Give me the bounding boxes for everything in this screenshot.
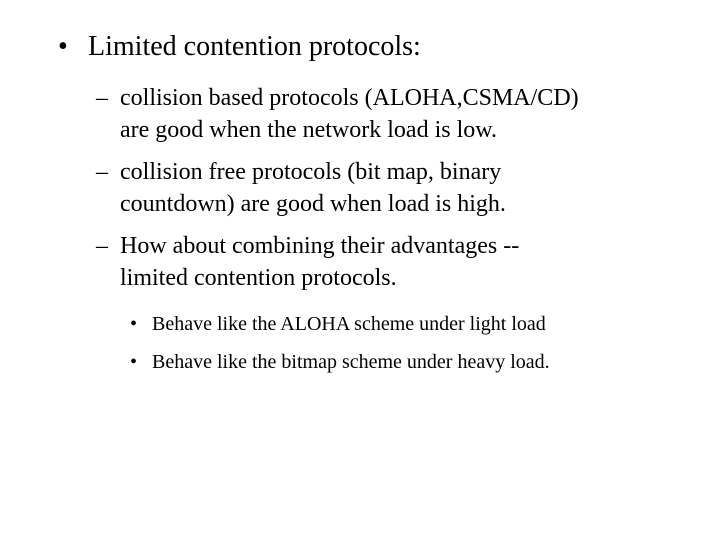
dash-icon: – bbox=[96, 159, 108, 185]
bullet-icon: • bbox=[130, 351, 138, 373]
subpoint-line: collision based protocols (ALOHA,CSMA/CD) bbox=[120, 85, 579, 111]
subpoint-text bbox=[120, 230, 680, 294]
slide-heading: Limited contention protocols: bbox=[88, 31, 421, 62]
detail-text: Behave like the ALOHA scheme under light load bbox=[152, 313, 546, 335]
bullet-icon: • bbox=[58, 31, 68, 62]
subpoint-line: limited contention protocols. bbox=[120, 265, 397, 291]
subpoint-text bbox=[120, 156, 680, 220]
subpoint-line: are good when the network load is low. bbox=[120, 117, 498, 143]
subpoint-line: collision free protocols (bit map, binary bbox=[120, 159, 502, 185]
subpoint-text bbox=[120, 82, 680, 146]
subpoint-line: countdown) are good when load is high. bbox=[120, 191, 506, 217]
dash-icon: – bbox=[96, 85, 108, 111]
bullet-icon: • bbox=[130, 313, 138, 335]
subpoint-line: How about combining their advantages -- bbox=[120, 233, 520, 259]
dash-icon: – bbox=[96, 233, 108, 259]
detail-text: Behave like the bitmap scheme under heavy load. bbox=[152, 351, 550, 373]
